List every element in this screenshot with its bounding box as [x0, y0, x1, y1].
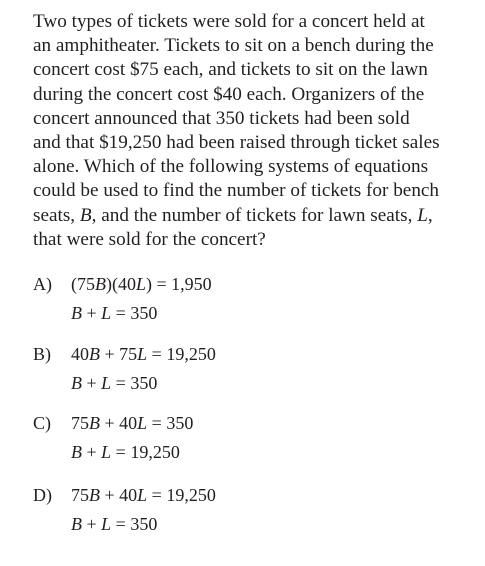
question-line: during the concert cost $40 each. Organizers of the — [33, 83, 425, 105]
question-line: that were sold for the concert? — [33, 228, 266, 250]
question-line: concert announced that 350 tickets had been sold — [33, 107, 410, 129]
choice-equation-2: B + L = 350 — [71, 303, 158, 323]
question-text — [33, 10, 479, 252]
question-line: could be used to find the number of tickets for bench — [33, 180, 440, 202]
choice-equation-1: (75B)(40L) = 1,950 — [71, 274, 212, 294]
choice-letter: D) — [33, 485, 52, 505]
question-line: concert cost $75 each, and tickets to sit on the lawn — [33, 59, 428, 81]
question-line: and that $19,250 had been raised through ticket sales — [33, 132, 440, 154]
choice-letter: A) — [33, 274, 52, 294]
question-line: an amphitheater. Tickets to sit on a bench during the — [33, 35, 434, 57]
choice-equation-1: 75B + 40L = 19,250 — [71, 485, 216, 505]
choice-letter: B) — [33, 344, 51, 364]
question-line: seats, B, and the number of tickets for lawn seats, L, — [33, 204, 433, 226]
choice-equation-2: B + L = 19,250 — [71, 442, 180, 462]
choice-equation-2: B + L = 350 — [71, 373, 158, 393]
choice-equation-1: 40B + 75L = 19,250 — [71, 344, 216, 364]
choice-equation-2: B + L = 350 — [71, 514, 158, 534]
choice-letter: C) — [33, 413, 51, 433]
choice-equation-1: 75B + 40L = 350 — [71, 413, 194, 433]
question-line: Two types of tickets were sold for a concert held at — [33, 11, 425, 32]
question-line: alone. Which of the following systems of equations — [33, 156, 429, 178]
